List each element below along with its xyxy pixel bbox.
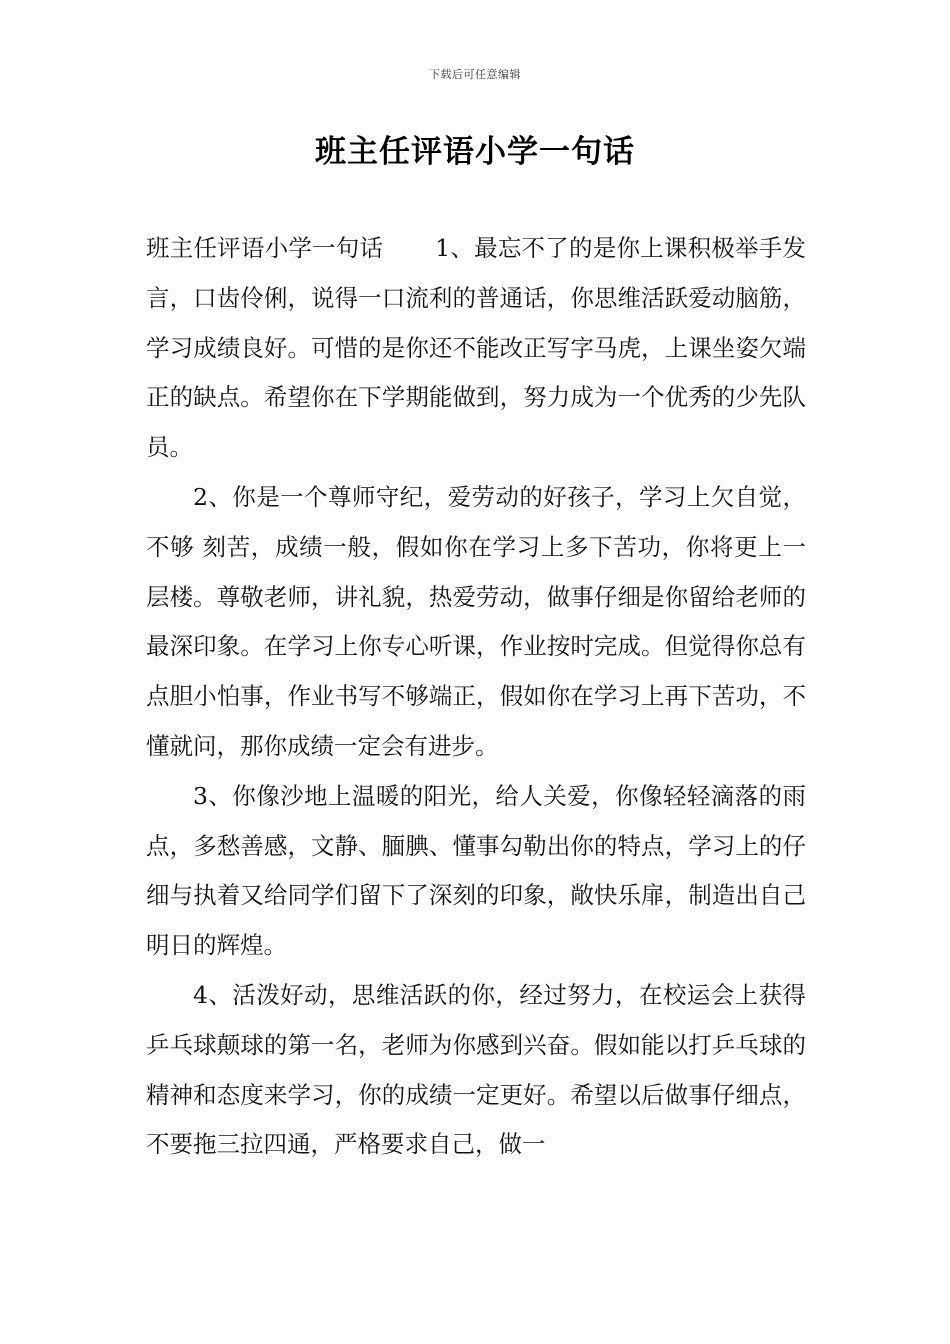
lead-heading: 班主任评语小学一句话 [146, 234, 384, 262]
paragraph-1-text: 1、最忘不了的是你上课积极举手发言，口齿伶俐，说得一口流利的普通话，你思维活跃爱动脑筋，学习成绩良好。可惜的是你还不能改正写字马虎，上课坐姿欠端正的缺点。希望你在下学期能做到，努力成为一个优秀的少先队员。 [146, 234, 806, 462]
paragraph-2: 2、你是一个尊师守纪，爱劳动的好孩子，学习上欠自觉，不够 刻苦，成绩一般，假如你在学习上多下苦功，你将更上一层楼。尊敬老师，讲礼貌，热爱劳动，做事仔细是你留给老师的最深印象。在学习上你专心听课，作业按时完成。但觉得你总有点胆小怕事，作业书写不够端正，假如你在学习上再下苦功，不懂就问，那你成绩一定会有进步。 [146, 482, 806, 760]
paragraph-4: 4、活泼好动，思维活跃的你，经过努力，在校运会上获得乒乓球颠球的第一名，老师为你感到兴奋。假如能以打乒乓球的精神和态度来学习，你的成绩一定更好。希望以后做事仔细点，不要拖三拉四通，严格要求自己，做一 [146, 980, 806, 1159]
document-body [146, 224, 806, 1170]
page-title: 班主任评语小学一句话 [315, 134, 635, 170]
paragraph-3: 3、你像沙地上温暖的阳光，给人关爱，你像轻轻滴落的雨点，多愁善感，文静、腼腆、懂事勾勒出你的特点，学习上的仔细与执着又给同学们留下了深刻的印象，敞快乐扉，制造出自己明日的辉煌。 [146, 781, 806, 960]
paragraph-1 [146, 224, 806, 473]
header-note: 下载后可任意编辑 [429, 68, 521, 81]
